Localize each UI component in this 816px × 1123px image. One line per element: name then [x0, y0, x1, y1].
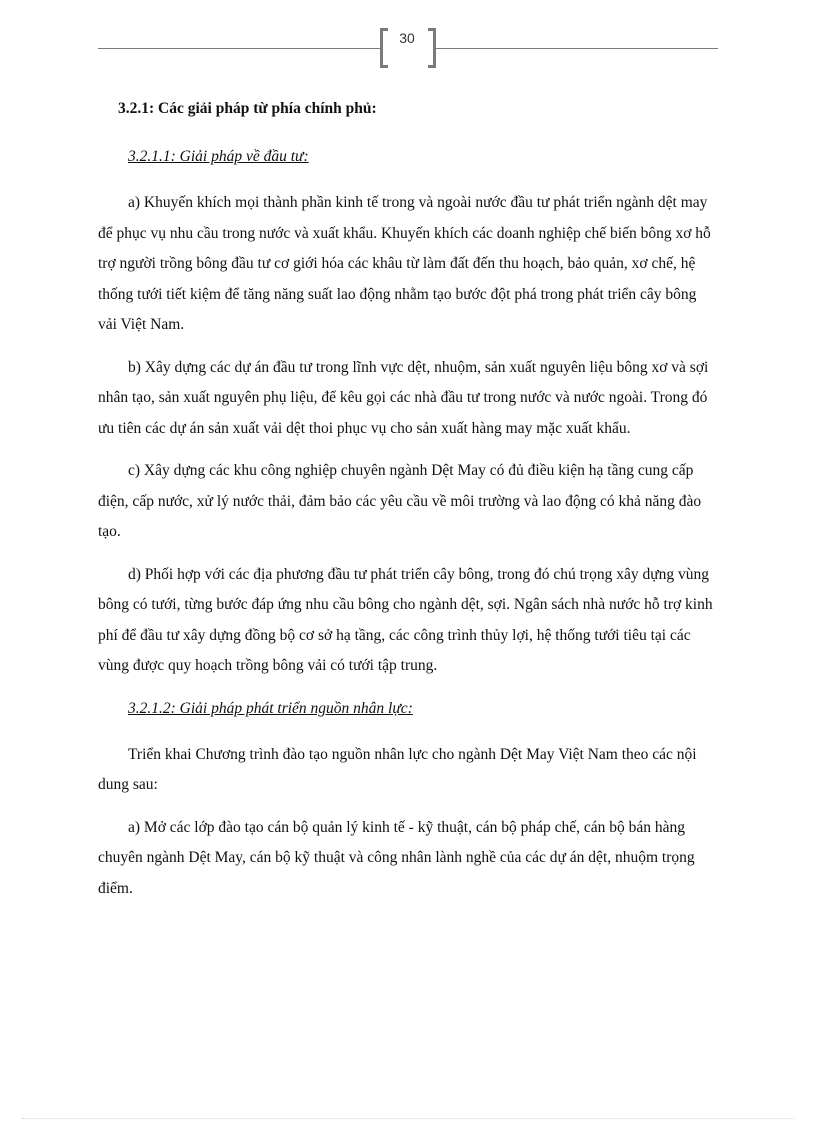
paragraph: b) Xây dựng các dự án đầu tư trong lĩnh vực dệt, nhuộm, sản xuất nguyên liệu bông xơ và sợi nhân tạo, sản xuất nguyên phụ liệu, để kêu gọi các nhà đầu tư trong nước và nước ngoài. Trong đó ưu tiên các dự án sản xuất vải dệt thoi phục vụ cho sản xuất hàng may mặc xuất khẩu. — [98, 358, 709, 437]
page-header — [98, 28, 718, 70]
section-title: 3.2.1: Các giải pháp từ phía chính phủ: — [118, 100, 377, 117]
paragraph: a) Mở các lớp đào tạo cán bộ quản lý kinh tế - kỹ thuật, cán bộ pháp chế, cán bộ bán hàng chuyên ngành Dệt May, cán bộ kỹ thuật và công nhân lành nghề của các dự án dệt, nhuộm trọng điểm. — [98, 818, 695, 897]
document-body — [98, 94, 718, 916]
paragraph: a) Khuyến khích mọi thành phần kinh tế trong và ngoài nước đầu tư phát triển ngành dệt may để phục vụ nhu cầu trong nước và xuất khẩu. Khuyến khích các doanh nghiệp chế biến bông xơ hỗ trợ người trồng bông đầu tư cơ giới hóa các khâu từ làm đất đến thu hoạch, bảo quản, xơ chế, hệ thống tưới tiết kiệm để tăng năng suất lao động nhằm tạo bước đột phá trong phát triển cây bông vải Việt Nam. — [98, 194, 711, 333]
paragraph: d) Phối hợp với các địa phương đầu tư phát triển cây bông, trong đó chú trọng xây dựng vùng bông có tưới, từng bước đáp ứng nhu cầu bông cho ngành dệt, sợi. Ngân sách nhà nước hỗ trợ kinh phí để đầu tư xây dựng đồng bộ cơ sở hạ tầng, các công trình thủy lợi, hệ thống tưới tiêu tại các vùng được quy hoạch trồng bông vải có tưới tập trung. — [98, 565, 713, 674]
paragraph: c) Xây dựng các khu công nghiệp chuyên ngành Dệt May có đủ điều kiện hạ tầng cung cấp điện, cấp nước, xử lý nước thải, đảm bảo các yêu cầu về môi trường và lao động có khả năng đào tạo. — [98, 462, 702, 540]
subsection-investment — [98, 142, 718, 682]
subsection-human-resources — [98, 694, 718, 905]
left-bracket-icon — [380, 28, 388, 68]
page-number: 30 — [399, 30, 415, 46]
header-rule-left — [98, 48, 380, 49]
header-rule-right — [436, 48, 718, 49]
subsection-heading: 3.2.1.1: Giải pháp về đầu tư: — [128, 148, 309, 165]
right-bracket-icon — [428, 28, 436, 68]
subsection-heading: 3.2.1.2: Giải pháp phát triển nguồn nhân lực: — [128, 699, 413, 717]
paragraph: Triển khai Chương trình đào tạo nguồn nhân lực cho ngành Dệt May Việt Nam theo các nội dung sau: — [98, 745, 697, 793]
page-bottom-border — [22, 1118, 794, 1119]
